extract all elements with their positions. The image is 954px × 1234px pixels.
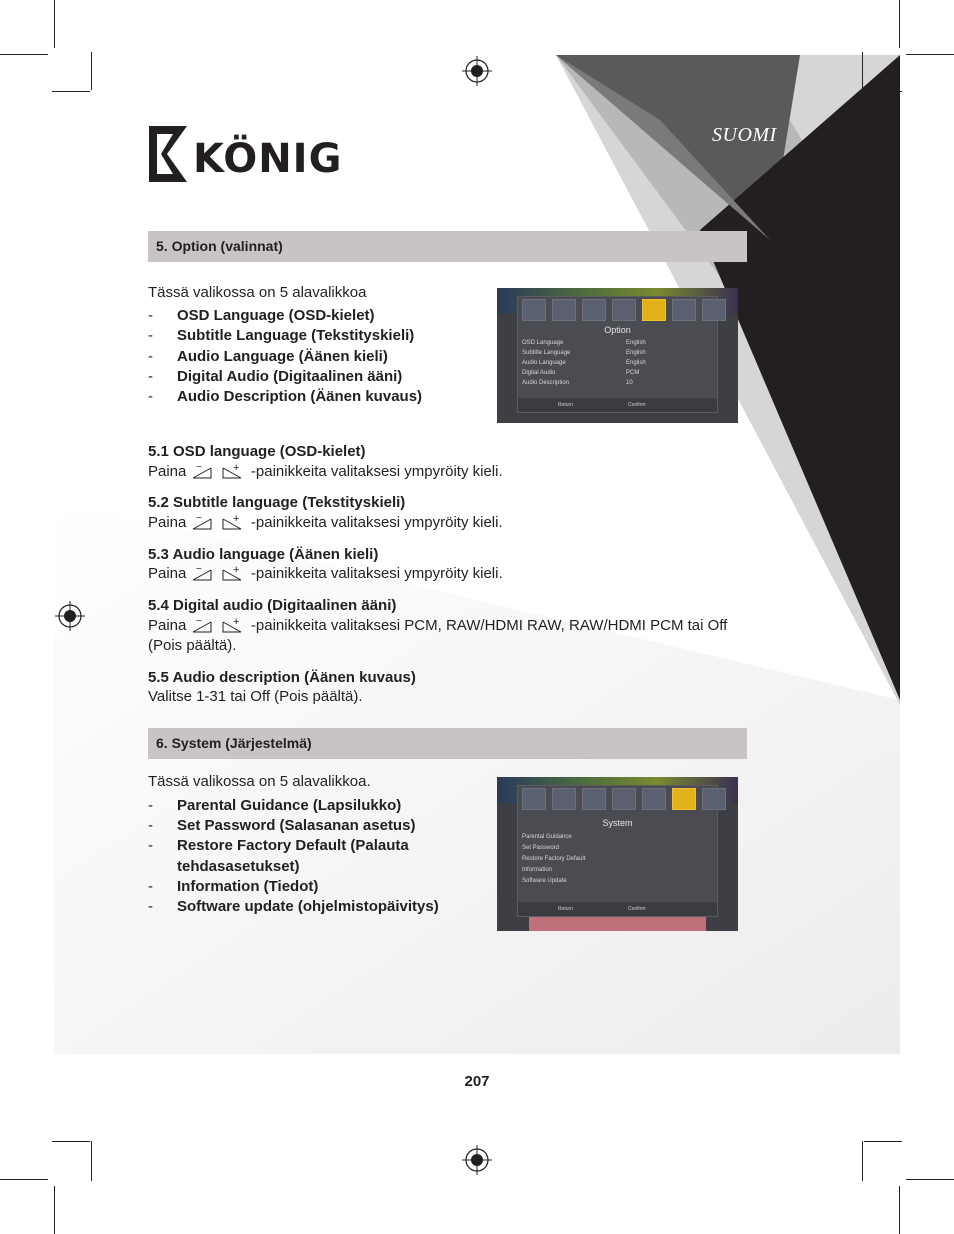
minus-key-icon (191, 564, 213, 582)
channel-icon (582, 299, 606, 321)
crop-mark (862, 1141, 863, 1181)
language-label: SUOMI (712, 124, 777, 146)
settings-icon (672, 788, 696, 810)
screen-row-value: English (626, 340, 646, 346)
konig-logo (149, 126, 354, 182)
section-6-intro: Tässä valikossa on 5 alavalikkoa. (148, 773, 371, 790)
option-menu-screenshot (497, 288, 738, 423)
screen-row-value: PCM (626, 370, 640, 376)
svg-text:+: + (232, 564, 240, 576)
page-number: 207 (464, 1073, 490, 1090)
subsection-5-5-text: Valitse 1-31 tai Off (Pois päältä). (148, 688, 363, 705)
screen-row-label: Parental Guidance (522, 834, 572, 840)
svg-text:−: − (195, 462, 202, 473)
registration-mark-icon (867, 601, 897, 631)
crop-mark (52, 91, 90, 92)
svg-text:−: − (195, 616, 202, 627)
channel-icon (582, 788, 606, 810)
minus-key-icon (191, 616, 213, 634)
crop-mark (91, 52, 92, 90)
crop-mark (54, 1186, 55, 1234)
plus-key-icon (221, 513, 243, 531)
screen-row-label: Audio Description (522, 380, 570, 386)
screen-row-value: English (626, 350, 646, 356)
section-5-title: 5. Option (valinnat) (156, 238, 283, 254)
svg-text:+: + (232, 616, 240, 628)
svg-text:−: − (195, 513, 202, 524)
screen-footer-return: Return (558, 402, 574, 408)
media-icon (702, 788, 726, 810)
subsection-5-4-heading: 5.4 Digital audio (Digitaalinen ääni) (148, 597, 397, 614)
crop-mark (864, 91, 902, 92)
registration-mark-icon (55, 601, 85, 631)
section-5-header (148, 231, 747, 262)
menu-icon-bar (522, 788, 726, 810)
screen-footer-confirm: Confirm (628, 402, 646, 408)
globe-icon (642, 299, 666, 321)
picture-icon (552, 788, 576, 810)
crop-mark (906, 1179, 954, 1180)
plus-key-icon (221, 462, 243, 480)
crop-mark (52, 1141, 90, 1142)
subsection-5-4-text-line2: (Pois päältä). (148, 637, 237, 654)
tv-icon (522, 788, 546, 810)
crop-mark (899, 1186, 900, 1234)
minus-key-icon (191, 462, 213, 480)
subsection-5-3-text: Paina − + -painikkeita valitaksesi ympyröity kieli. (148, 564, 503, 582)
svg-text:−: − (195, 564, 202, 575)
konig-logo-mark-icon (149, 126, 354, 182)
crop-mark (864, 1141, 902, 1142)
crop-mark (906, 54, 954, 55)
disc-icon (612, 788, 636, 810)
menu-icon-bar (522, 299, 726, 321)
disc-icon (612, 299, 636, 321)
crop-mark (0, 1179, 48, 1180)
subsection-5-4-text: Paina − + -painikkeita valitaksesi PCM, RAW/HDMI RAW, RAW/HDMI PCM tai Off (148, 616, 728, 634)
screen-row-value: English (626, 360, 646, 366)
subsection-5-3-heading: 5.3 Audio language (Äänen kieli) (148, 546, 379, 563)
settings-icon (672, 299, 696, 321)
section-5-intro: Tässä valikossa on 5 alavalikkoa (148, 284, 367, 301)
svg-text:+: + (232, 513, 240, 525)
crop-mark (899, 0, 900, 48)
screen-row-label: Set Password (522, 845, 560, 851)
screen-row-value: 10 (626, 380, 633, 386)
screen-row-label: Digital Audio (522, 370, 556, 376)
screen-row-label: Software Update (522, 878, 567, 884)
crop-mark (862, 52, 863, 90)
registration-mark-icon (462, 1145, 492, 1175)
section-6-header (148, 728, 747, 759)
subsection-5-5-heading: 5.5 Audio description (Äänen kuvaus) (148, 669, 416, 686)
screen-row-label: Restore Factory Default (522, 856, 586, 862)
crop-mark (54, 0, 55, 48)
globe-icon (642, 788, 666, 810)
screen-row-label: Subtitle Language (522, 350, 571, 356)
plus-key-icon (221, 616, 243, 634)
screen-row-label: Information (522, 867, 553, 873)
subsection-5-1-heading: 5.1 OSD language (OSD-kielet) (148, 443, 366, 460)
plus-key-icon (221, 564, 243, 582)
tv-icon (522, 299, 546, 321)
crop-mark (91, 1141, 92, 1181)
screen-row-label: Audio Language (522, 360, 566, 366)
section-6-title: 6. System (Järjestelmä) (156, 735, 312, 751)
minus-key-icon (191, 513, 213, 531)
registration-mark-icon (462, 56, 492, 86)
screen-footer-return: Return (558, 906, 574, 912)
subsection-5-2-heading: 5.2 Subtitle language (Tekstityskieli) (148, 494, 406, 511)
crop-mark (0, 54, 48, 55)
screen-footer-confirm: Confirm (628, 906, 646, 912)
screen-title: System (602, 818, 633, 828)
screen-title: Option (604, 325, 631, 335)
screen-row-label: OSD Language (522, 340, 564, 346)
media-icon (702, 299, 726, 321)
brand-name: KÖNIG (193, 136, 343, 182)
subsection-5-1-text: Paina − + -painikkeita valitaksesi ympyröity kieli. (148, 462, 503, 480)
picture-icon (552, 299, 576, 321)
subsection-5-2-text: Paina − + -painikkeita valitaksesi ympyröity kieli. (148, 513, 503, 531)
system-menu-screenshot (497, 777, 738, 931)
svg-text:+: + (232, 462, 240, 474)
